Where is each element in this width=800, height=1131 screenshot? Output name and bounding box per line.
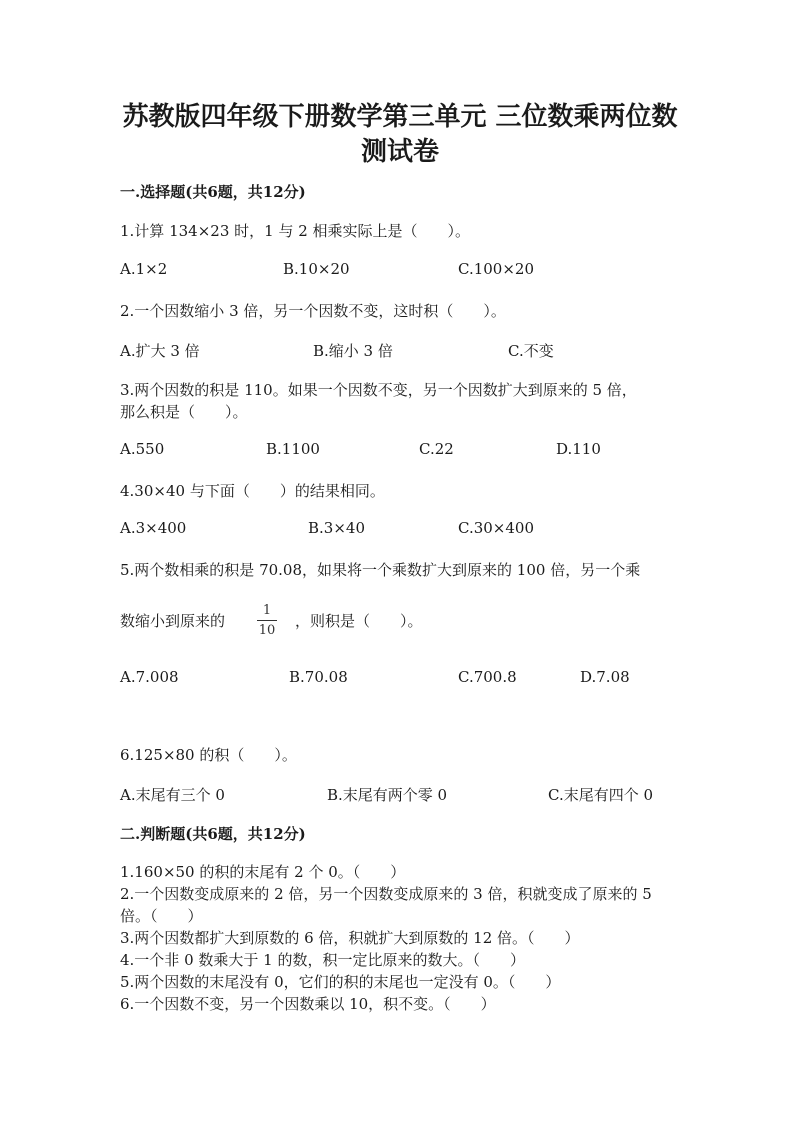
q5-option-a[interactable]: A.7.008 [120, 668, 179, 686]
q1-option-b[interactable]: B.10×20 [283, 260, 350, 278]
q6-option-c[interactable]: C.末尾有四个 0 [548, 786, 654, 804]
question-2: 2.一个因数缩小 3 倍，另一个因数不变，这时积（ ）。 [120, 302, 506, 320]
q1-option-a[interactable]: A.1×2 [120, 260, 168, 278]
q6-option-b[interactable]: B.末尾有两个零 0 [327, 786, 448, 804]
q2-option-a[interactable]: A.扩大 3 倍 [120, 342, 200, 360]
fraction-numerator: 1 [262, 603, 272, 618]
judgment-list [120, 861, 680, 1015]
section-heading-judgment: 二.判断题(共6题，共12分) [120, 825, 306, 843]
section-heading-choice: 一.选择题(共6题，共12分) [120, 183, 306, 201]
question-5-line2-prefix: 数缩小到原来的 [120, 612, 226, 630]
q1-option-c[interactable]: C.100×20 [458, 260, 534, 278]
judgment-item: 6.一个因数不变，另一个因数乘以 10，积不变。（ ） [120, 995, 496, 1013]
fraction-denominator: 10 [258, 623, 276, 638]
fraction-bar [257, 620, 277, 621]
question-5-line2-suffix: ，则积是（ ）。 [295, 612, 423, 630]
question-1: 1.计算 134×23 时，1 与 2 相乘实际上是（ ）。 [120, 222, 471, 240]
judgment-item: 5.两个因数的末尾没有 0，它们的积的末尾也一定没有 0。（ ） [120, 973, 561, 991]
q4-option-c[interactable]: C.30×400 [458, 519, 534, 537]
q4-option-a[interactable]: A.3×400 [120, 519, 187, 537]
q5-option-d[interactable]: D.7.08 [580, 668, 630, 686]
page-title-line2: 测试卷 [360, 137, 439, 167]
q3-option-b[interactable]: B.1100 [266, 440, 320, 458]
question-5: 5.两个数相乘的积是 70.08，如果将一个乘数扩大到原来的 100 倍，另一个乘 [120, 561, 641, 579]
judgment-item: 2.一个因数变成原来的 2 倍，另一个因数变成原来的 3 倍，积就变成了原来的 5 倍。（ ） [120, 885, 652, 925]
q4-option-b[interactable]: B.3×40 [308, 519, 365, 537]
question-3-line2: 那么积是（ ）。 [120, 403, 248, 421]
q3-option-d[interactable]: D.110 [556, 440, 601, 458]
judgment-item: 3.两个因数都扩大到原数的 6 倍，积就扩大到原数的 12 倍。（ ） [120, 929, 580, 947]
q2-option-c[interactable]: C.不变 [508, 342, 554, 360]
q3-option-a[interactable]: A.550 [120, 440, 165, 458]
judgment-item: 4.一个非 0 数乘大于 1 的数，积一定比原来的数大。（ ） [120, 951, 525, 969]
q5-option-c[interactable]: C.700.8 [458, 668, 517, 686]
q6-option-a[interactable]: A.末尾有三个 0 [120, 786, 225, 804]
q5-option-b[interactable]: B.70.08 [289, 668, 348, 686]
page-title: 苏教版四年级下册数学第三单元 三位数乘两位数 [122, 102, 678, 132]
q3-option-c[interactable]: C.22 [419, 440, 454, 458]
question-4: 4.30×40 与下面（ ）的结果相同。 [120, 482, 385, 500]
q2-option-b[interactable]: B.缩小 3 倍 [313, 342, 393, 360]
fraction-one-tenth [255, 602, 279, 639]
question-3: 3.两个因数的积是 110。如果一个因数不变，另一个因数扩大到原来的 5 倍， [120, 381, 637, 399]
question-6: 6.125×80 的积（ ）。 [120, 746, 297, 764]
judgment-item: 1.160×50 的积的末尾有 2 个 0。（ ） [120, 863, 406, 881]
